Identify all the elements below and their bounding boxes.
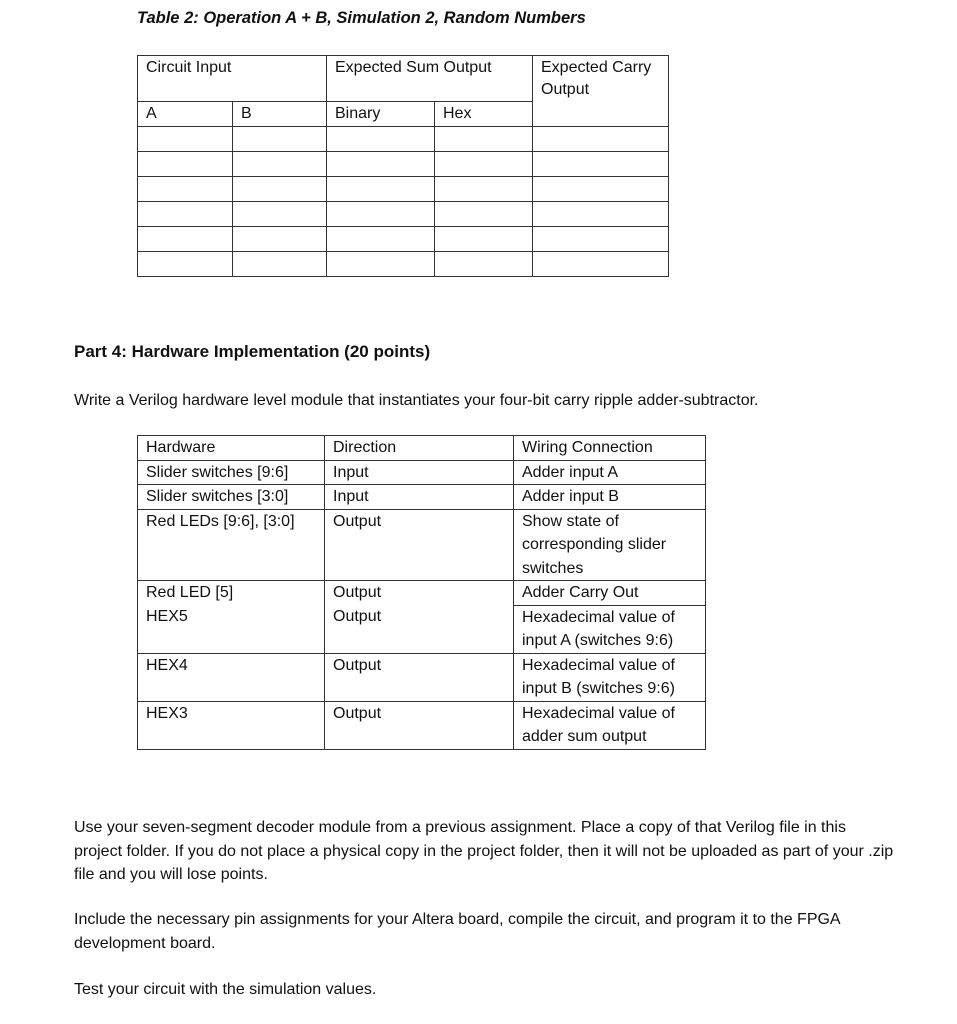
table-cell bbox=[138, 202, 233, 227]
hardware-cell: Slider switches [3:0] bbox=[138, 485, 325, 510]
table-header-row bbox=[138, 436, 706, 461]
table-cell bbox=[233, 127, 327, 152]
hardware-cell: HEX3 bbox=[138, 701, 325, 749]
table-caption: Table 2: Operation A + B, Simulation 2, Random Numbers bbox=[137, 9, 586, 27]
table-cell bbox=[533, 252, 669, 277]
direction-cell: Input bbox=[325, 460, 514, 485]
table-cell bbox=[138, 252, 233, 277]
table-cell bbox=[533, 227, 669, 252]
hardware-table bbox=[137, 435, 706, 750]
wiring-cell: Hexadecimal value of input B (switches 9:6) bbox=[514, 653, 706, 701]
circuit-input-header: Circuit Input bbox=[138, 56, 327, 102]
table-cell bbox=[327, 252, 435, 277]
pins-paragraph: Include the necessary pin assignments for your Altera board, compile the circuit, and program it to the FPGA development board. bbox=[74, 911, 840, 952]
table-row bbox=[138, 509, 706, 581]
table-cell bbox=[435, 152, 533, 177]
expected-carry-header: Expected Carry Output bbox=[533, 56, 669, 127]
table-cell bbox=[327, 127, 435, 152]
table-row bbox=[138, 581, 706, 606]
table-row bbox=[138, 177, 669, 202]
table-cell bbox=[435, 252, 533, 277]
table-row bbox=[138, 202, 669, 227]
table-cell bbox=[138, 127, 233, 152]
table-cell bbox=[327, 177, 435, 202]
wiring-cell: Adder input A bbox=[514, 460, 706, 485]
hardware-cell: Slider switches [9:6] bbox=[138, 460, 325, 485]
hardware-cell: Red LEDs [9:6], [3:0] bbox=[138, 509, 325, 581]
hardware-cell: HEX4 bbox=[138, 653, 325, 701]
table-row bbox=[138, 252, 669, 277]
hex-header: Hex bbox=[435, 102, 533, 127]
test-paragraph: Test your circuit with the simulation values. bbox=[74, 981, 377, 998]
direction-header: Direction bbox=[325, 436, 514, 461]
table-row bbox=[138, 127, 669, 152]
table-cell bbox=[435, 127, 533, 152]
table-cell bbox=[233, 252, 327, 277]
table-cell bbox=[533, 152, 669, 177]
table-cell bbox=[435, 202, 533, 227]
table-header-row bbox=[138, 56, 669, 102]
table-cell bbox=[233, 202, 327, 227]
table-cell bbox=[233, 152, 327, 177]
table-cell bbox=[533, 127, 669, 152]
wiring-cell: Adder input B bbox=[514, 485, 706, 510]
wiring-cell: Show state of corresponding slider switches bbox=[514, 509, 706, 581]
binary-header: Binary bbox=[327, 102, 435, 127]
wiring-cell: Adder Carry Out bbox=[514, 581, 706, 606]
table-cell bbox=[327, 227, 435, 252]
table-cell bbox=[138, 227, 233, 252]
hardware-header: Hardware bbox=[138, 436, 325, 461]
table-cell bbox=[138, 152, 233, 177]
b-header: B bbox=[233, 102, 327, 127]
table-cell bbox=[435, 227, 533, 252]
wiring-cell: Hexadecimal value of adder sum output bbox=[514, 701, 706, 749]
table-cell bbox=[233, 227, 327, 252]
table-cell bbox=[533, 202, 669, 227]
table-cell bbox=[138, 177, 233, 202]
table-cell bbox=[327, 202, 435, 227]
a-header: A bbox=[138, 102, 233, 127]
table-cell bbox=[435, 177, 533, 202]
direction-cell: Output bbox=[325, 701, 514, 749]
table-row bbox=[138, 485, 706, 510]
table-cell bbox=[327, 152, 435, 177]
part-heading: Part 4: Hardware Implementation (20 points) bbox=[74, 342, 431, 361]
hardware-cell: HEX5 bbox=[138, 605, 325, 653]
intro-paragraph: Write a Verilog hardware level module that instantiates your four-bit carry ripple adder-subtractor. bbox=[74, 392, 759, 409]
table-cell bbox=[533, 177, 669, 202]
hardware-cell: Red LED [5] bbox=[138, 581, 325, 606]
direction-cell: Input bbox=[325, 485, 514, 510]
wiring-cell: Hexadecimal value of input A (switches 9:6) bbox=[514, 605, 706, 653]
table-row bbox=[138, 227, 669, 252]
decoder-paragraph: Use your seven-segment decoder module from a previous assignment. Place a copy of that Verilog file in this project folder. If you do not place a physical copy in the project folder, then it will not be uploaded as part of your .zip file and you will lose points. bbox=[74, 819, 894, 883]
simulation-table bbox=[137, 55, 669, 277]
direction-cell: Output bbox=[325, 581, 514, 606]
table-row bbox=[138, 701, 706, 749]
table-row bbox=[138, 653, 706, 701]
table-row bbox=[138, 152, 669, 177]
expected-sum-header: Expected Sum Output bbox=[327, 56, 533, 102]
direction-cell: Output bbox=[325, 653, 514, 701]
wiring-header: Wiring Connection bbox=[514, 436, 706, 461]
table-row bbox=[138, 605, 706, 653]
direction-cell: Output bbox=[325, 605, 514, 653]
direction-cell: Output bbox=[325, 509, 514, 581]
table-cell bbox=[233, 177, 327, 202]
table-row bbox=[138, 460, 706, 485]
